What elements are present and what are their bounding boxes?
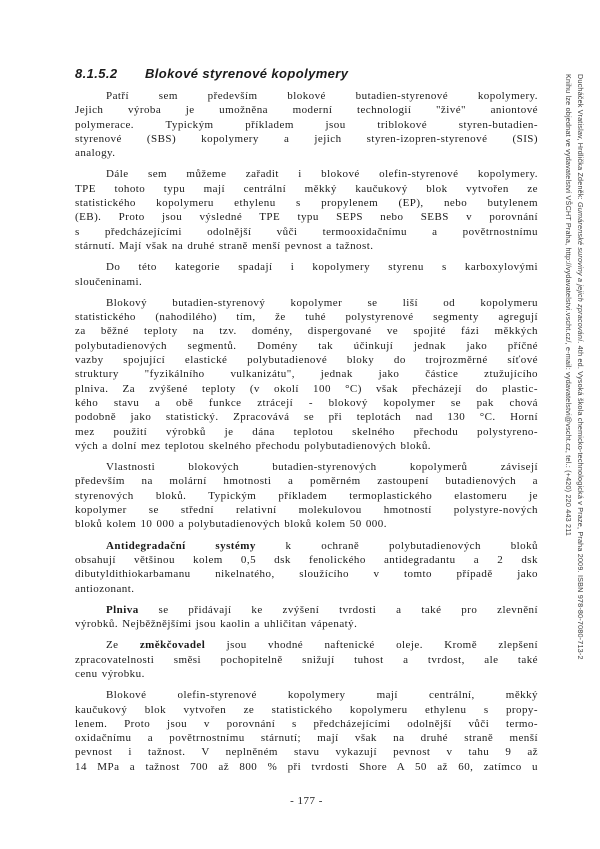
text-run: polybutadienových segmentů. Domény tak účinkují jednak jako příčné <box>75 339 538 352</box>
text-line <box>75 703 538 717</box>
body-text <box>75 66 538 781</box>
text-run: Ducháček Vratislav, Hrdlička Zdeněk: <box>576 74 585 203</box>
text-line <box>75 296 538 310</box>
text-line <box>75 667 538 681</box>
text-run: lenem. Proto jsou v porovnání s předcházejícími odolnější vůči termo- <box>75 717 538 730</box>
section-heading <box>75 66 538 81</box>
text-line <box>75 489 538 503</box>
edge-citation <box>563 74 586 722</box>
section-number: 8.1.5.2 <box>75 66 118 81</box>
text-line <box>75 89 538 103</box>
paragraph <box>75 260 538 289</box>
text-run: struktury "fyzikálního vulkanizátu", jednak jako částice ztužujícího <box>75 368 538 381</box>
text-run: kopolymer se střední relativní molekulovou hmotností polystyre-nových <box>75 504 538 517</box>
text-run: jsou vhodné naftenické oleje. Kromě zlepšení <box>205 639 538 652</box>
text-line <box>75 396 538 410</box>
text-line <box>75 167 538 181</box>
text-run: styrenové (SBS) kopolymery a jejich styren-izopren-styrenové (SIS) <box>75 132 538 145</box>
text-run: pevnost i tažnost. V neplněném stavu vykazují pevnost v tahu 9 až <box>75 746 538 759</box>
text-line <box>75 103 538 117</box>
text-line <box>75 260 538 274</box>
text-line <box>75 553 538 567</box>
text-line <box>75 324 538 338</box>
text-run: bloků kolem 10 000 a polybutadienových bloků kolem 50 000. <box>75 518 387 531</box>
text-run: Knihu lze objednat ve vydavatelství VŠCHT Praha, http://vydavatelstvi.vscht.cz/, e-mail: vydavatelstvi@vscht.cz, tel.: (+420) 220 443 211 <box>564 74 574 537</box>
text-line <box>75 582 538 596</box>
text-line <box>75 603 538 617</box>
text-run: plniva. Za zvýšené teploty (v okolí 100 °C) však přecházejí do plastic- <box>75 382 538 395</box>
text-run: (EB). Proto jsou výsledné TPE typu SEPS nebo SEBS v porovnání <box>75 211 538 224</box>
text-line <box>75 210 538 224</box>
paragraph <box>75 167 538 253</box>
text-line <box>75 439 538 453</box>
paragraph <box>75 603 538 632</box>
paragraph <box>75 638 538 681</box>
text-line <box>75 617 538 631</box>
paragraph <box>75 89 538 160</box>
text-line <box>75 760 538 774</box>
text-line <box>75 410 538 424</box>
text-line <box>75 225 538 239</box>
text-run: Gumárenské suroviny a jejich zpracování <box>576 202 585 342</box>
text-run: především na molární hmotnosti a poměrném zastoupení butadienových a <box>75 475 538 488</box>
text-run: polymerace. Typickým příkladem jsou triblokové styren-butadien- <box>75 118 538 131</box>
text-line <box>75 539 538 553</box>
text-line <box>75 425 538 439</box>
text-line <box>75 146 538 160</box>
text-run: analogy. <box>75 147 116 160</box>
text-run: vých a dolní mez teplotou skelného přechodu polybutadienových bloků. <box>75 439 431 452</box>
text-run: Dále sem můžeme zařadit i blokové olefin-styrenové kopolymery. <box>106 168 538 181</box>
paragraph <box>75 539 538 596</box>
text-run: Antidegradační systémy <box>106 539 256 552</box>
text-run: Do této kategorie spadají i kopolymery styrenu s karboxylovými <box>106 261 538 274</box>
text-line <box>75 745 538 759</box>
text-run: dibutyldithiokarbamanu nikelnatého, sloužícího v tomto případě jako <box>75 568 538 581</box>
text-run: Plniva <box>106 603 139 616</box>
paragraph <box>75 460 538 531</box>
text-line <box>75 474 538 488</box>
text-run: podobně jako statistický. Zpracovává se při teplotách nad 130 °C. Horní <box>75 411 538 424</box>
section-title: Blokové styrenové kopolymery <box>145 66 349 81</box>
text-line <box>75 132 538 146</box>
text-line <box>75 731 538 745</box>
text-line <box>75 339 538 353</box>
text-run: Jejich výroba je umožněna moderní technologií "živé" aniontové <box>75 104 538 117</box>
text-run: Vlastnosti blokových butadien-styrenových kopolymerů závisejí <box>106 461 538 474</box>
text-line <box>75 460 538 474</box>
text-run: Ze <box>106 639 140 652</box>
text-run: s předcházejícími odolnější vůči termooxidačnímu a povětrnostnímu <box>75 225 538 238</box>
text-run: kaučukový blok vytvořen ze statistického kopolymeru ethylenu s propy- <box>75 703 538 716</box>
text-line <box>75 275 538 289</box>
text-run: vazby spojující elastické polybutadienové bloky do trojrozměrné síťové <box>75 354 538 367</box>
text-line <box>75 118 538 132</box>
text-run: k ochraně polybutadienových bloků <box>255 539 538 552</box>
text-line <box>75 353 538 367</box>
page-number: - 177 - <box>290 795 323 807</box>
text-run: Patří sem především blokové butadien-styrenové kopolymery. <box>106 90 538 102</box>
text-run: se přidávají ke zvýšení tvrdosti a také pro zlevnění <box>138 603 538 616</box>
text-run: antiozonant. <box>75 582 135 595</box>
paragraphs-container <box>75 89 538 774</box>
text-line <box>75 503 538 517</box>
text-line <box>75 182 538 196</box>
text-line <box>75 567 538 581</box>
text-run: Blokový butadien-styrenový kopolymer se liší od kopolymeru <box>106 296 538 309</box>
text-line <box>75 653 538 667</box>
text-line <box>75 382 538 396</box>
text-run: statistického kopolymeru ethylenu s propylenem (EP), nebo butylenem <box>75 197 538 210</box>
text-run: mez použití výrobků je dána teplotou skelného přechodu polystyreno- <box>75 425 538 438</box>
text-run: TPE tohoto typu mají centrální měkký kaučukový blok vytvořen ze <box>75 182 538 195</box>
citation-line <box>575 74 587 722</box>
text-line <box>75 517 538 531</box>
text-line <box>75 196 538 210</box>
text-run: kého stavu a obě funkce ztrácejí - blokový kopolymer se pak chová <box>75 396 538 409</box>
text-run: statistického (nahodilého) tím, že tuhé polystyrenové segmenty agregují <box>75 311 538 324</box>
paragraph <box>75 688 538 774</box>
text-line <box>75 310 538 324</box>
text-line <box>75 688 538 702</box>
text-run: cenu výrobku. <box>75 667 145 680</box>
text-run: oxidačnímu a povětrnostnímu stárnutí; mají však na druhé straně menší <box>75 732 538 745</box>
text-run: Blokové olefin-styrenové kopolymery mají centrální, měkký <box>106 689 538 702</box>
text-line <box>75 638 538 652</box>
text-run: výrobků. Nejběžnějšími jsou kaolin a uhličitan vápenatý. <box>75 618 358 631</box>
text-run: styrenových bloků. Typickým příkladem termoplastického elastomeru je <box>75 489 538 502</box>
text-run: zpracovatelnosti směsi pochopitelně snižují tuhost a tvrdost, ale také <box>75 653 538 666</box>
text-run: sloučeninami. <box>75 275 143 288</box>
text-run: změkčovadel <box>139 639 206 652</box>
citation-line <box>563 74 575 722</box>
text-run: obsahují většinou kolem 0,5 dsk fenolického antidegradantu a 2 dsk <box>75 553 538 566</box>
text-line <box>75 717 538 731</box>
text-run: . 4th ed. Vysoká škola chemicko-technologická v Praze, Praha 2009. ISBN 978-80-7080-713-2 <box>576 341 585 660</box>
text-line <box>75 367 538 381</box>
text-run: stárnutí. Mají však na druhé straně menší pevnost a tažnost. <box>75 239 374 252</box>
text-run: za běžné teploty na tzv. domény, dispergované ve spojité fázi měkkých <box>75 325 538 338</box>
text-line <box>75 239 538 253</box>
paragraph <box>75 296 538 453</box>
text-run: 14 MPa a tažnost 700 až 800 % při tvrdosti Shore A 50 až 60, zatímco u <box>75 760 538 773</box>
